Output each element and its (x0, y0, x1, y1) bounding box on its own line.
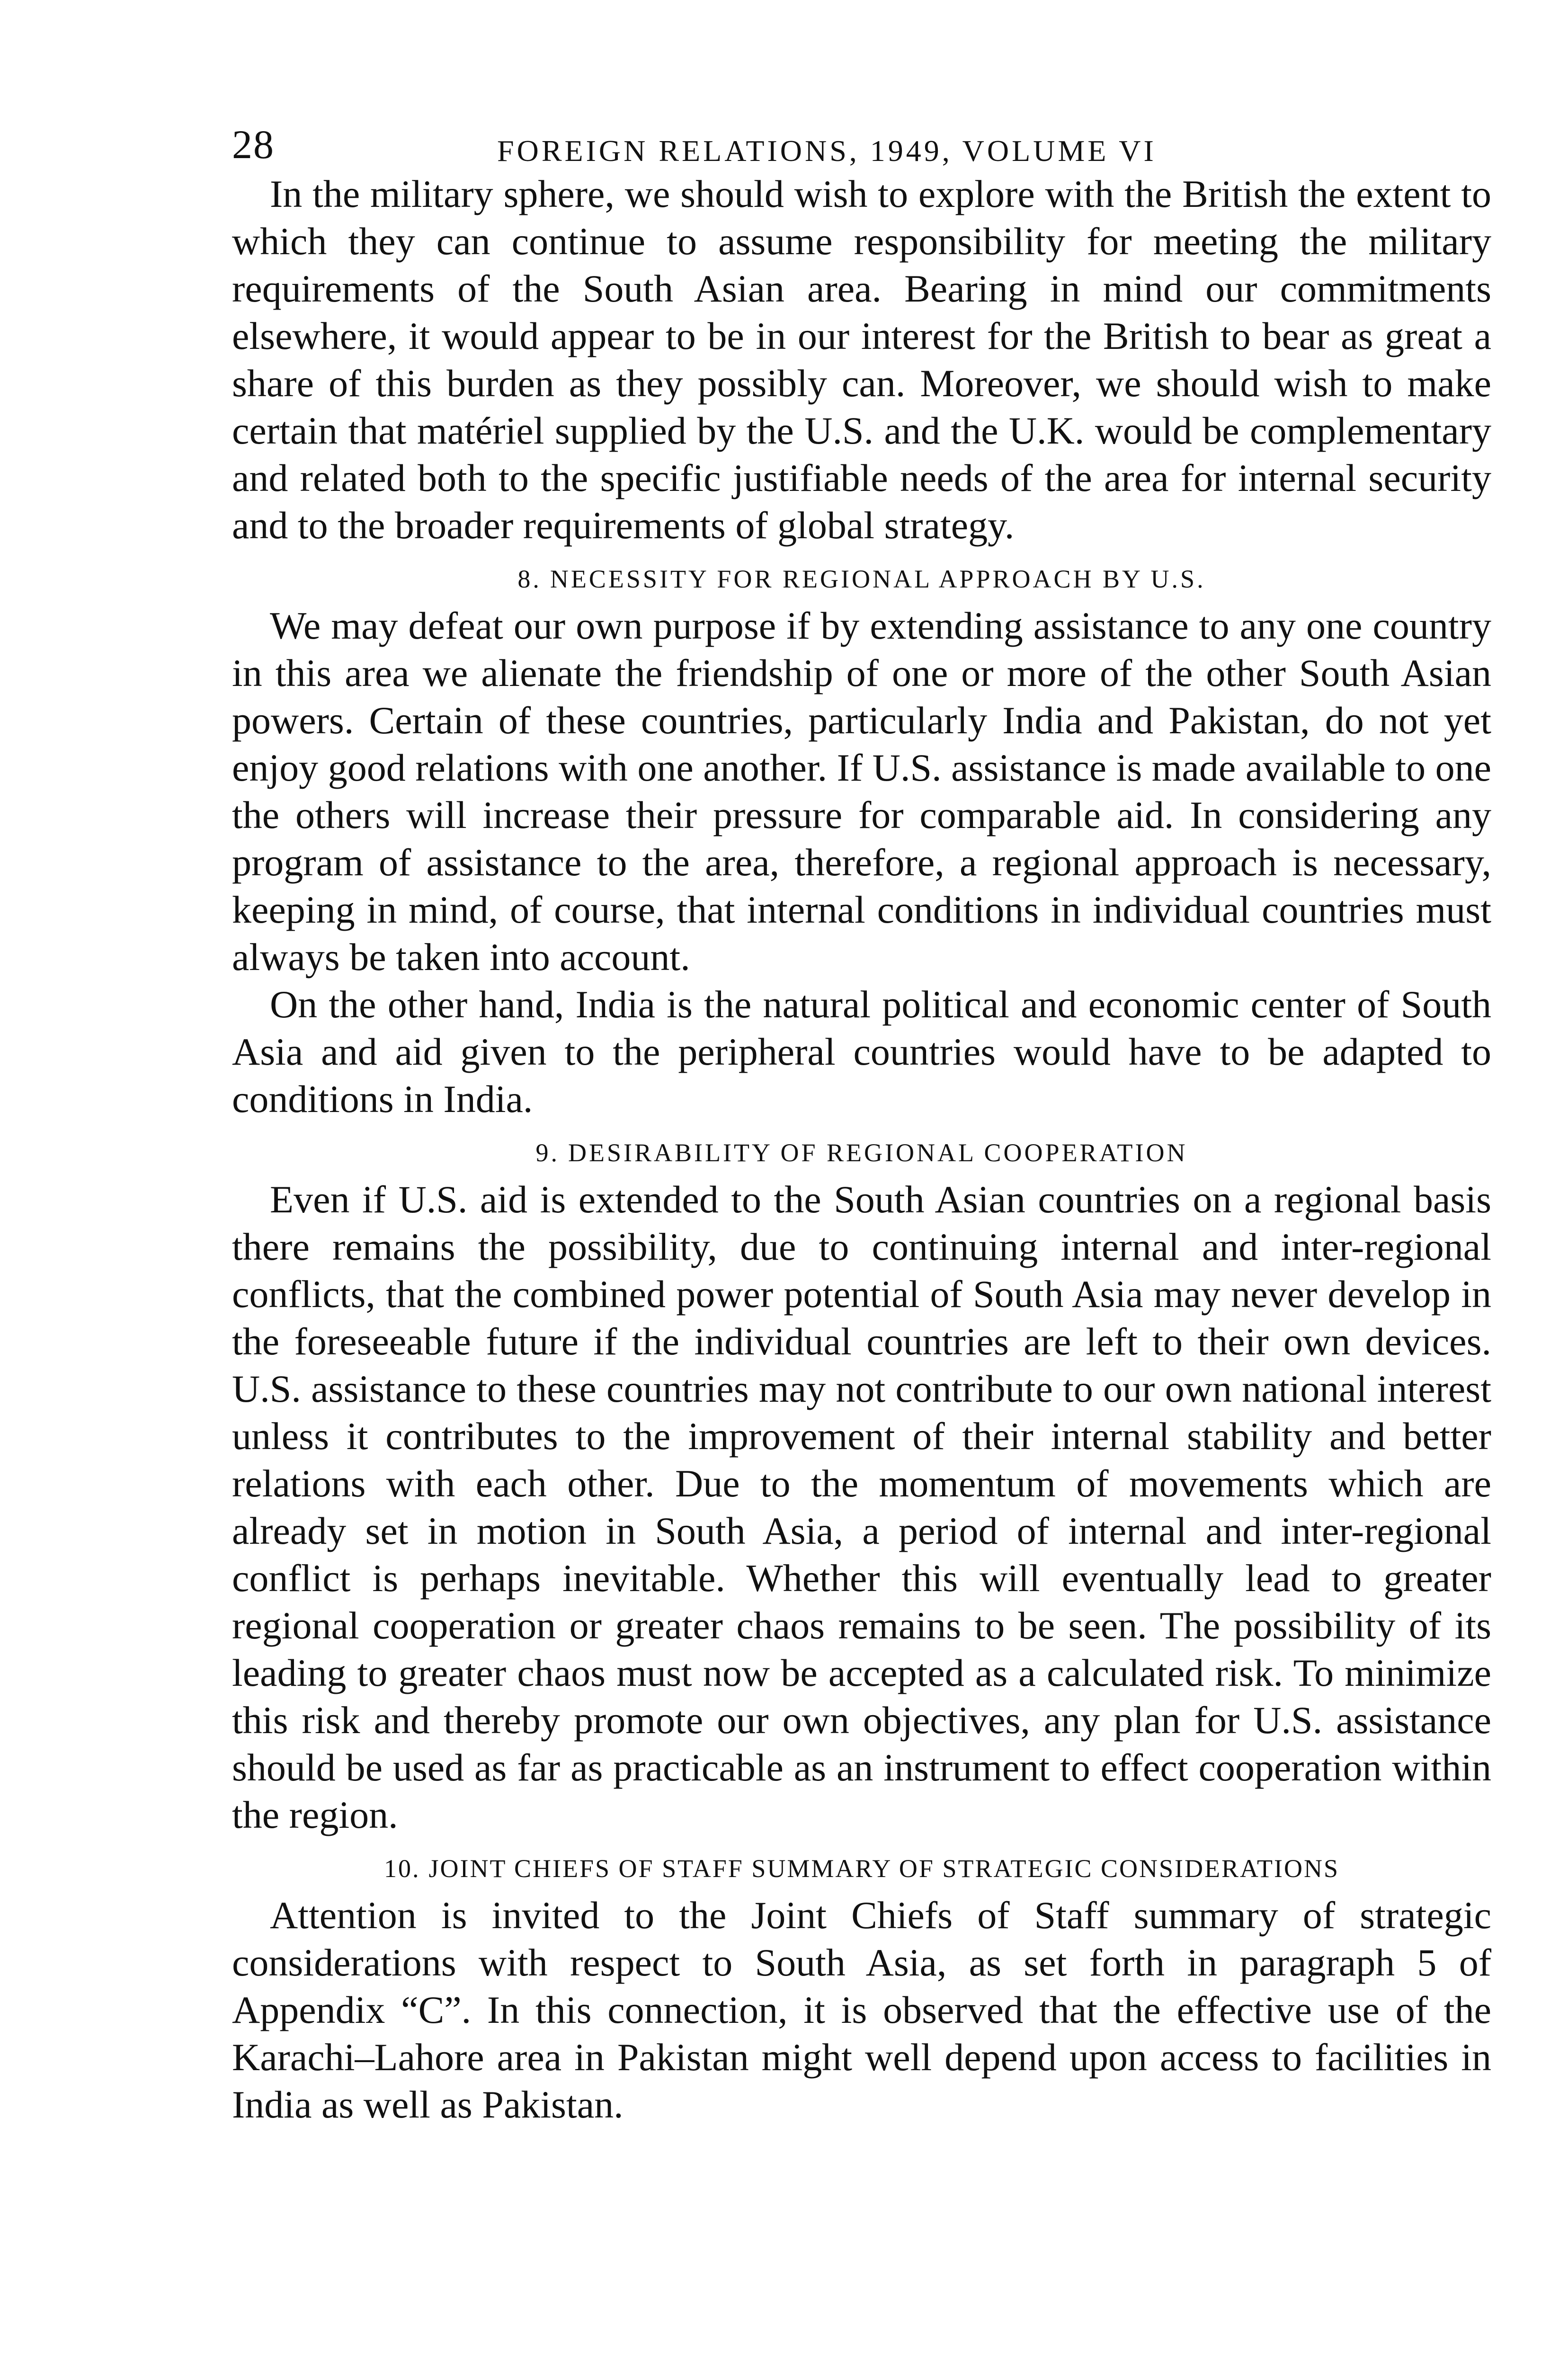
paragraph: Attention is invited to the Joint Chiefs of Staff summary of strategic considerations with respect to South Asia, as set forth in paragraph 5 of Appendix “C”. In this connection, it is observed that the effective use of the Karachi–Lahore area in Pakistan might well depend upon access to facilities in India as well as Pakistan. (232, 1894, 1491, 2126)
section-heading (232, 1136, 1491, 1169)
section-number: 8. (517, 565, 542, 593)
section-number: 10. (384, 1854, 420, 1883)
page-number: 28 (232, 122, 275, 167)
section-heading (232, 1852, 1491, 1885)
section-9 (232, 1136, 1491, 1839)
paragraph: Even if U.S. aid is extended to the South Asian countries on a regional basis there remains the possibility, due to continuing internal and inter-regional conflicts, that the combined power potential of South Asia may never develop in the foreseeable future if the individual countries are left to their own devices. U.S. assistance to these countries may not contribute to our own national interest unless it contributes to the improvement of their internal stability and better relations with each other. Due to the momentum of movements which are already set in motion in South Asia, a period of internal and inter-regional conflict is perhaps inevitable. Whether this will eventually lead to greater regional cooperation or greater chaos remains to be seen. The possibility of its leading to greater chaos must now be accepted as a calculated risk. To minimize this risk and thereby promote our own objectives, any plan for U.S. assistance should be used as far as practicable as an instrument to effect cooperation within the region. (232, 1178, 1491, 1836)
section-title: DESIRABILITY OF REGIONAL COOPERATION (568, 1139, 1188, 1167)
document-body (232, 170, 1491, 2128)
section-number: 9. (535, 1139, 560, 1167)
section-title: JOINT CHIEFS OF STAFF SUMMARY OF STRATEGIC CONSIDERATIONS (428, 1854, 1339, 1883)
section-military-sphere (232, 170, 1491, 549)
section-8 (232, 562, 1491, 1123)
running-header (232, 99, 1491, 170)
paragraph: In the military sphere, we should wish to explore with the British the extent to which they can continue to assume responsibility for meeting the military requirements of the South Asian area. Bearing in mind our commitments elsewhere, it would appear to be in our interest for the British to bear as great a share of this burden as they possibly can. Moreover, we should wish to make certain that matériel supplied by the U.S. and the U.K. would be complementary and related both to the specific justifiable needs of the area for internal security and to the broader requirements of global strategy. (232, 172, 1491, 547)
paragraph: We may defeat our own purpose if by extending assistance to any one country in this area we alienate the friendship of one or more of the other South Asian powers. Certain of these countries, particularly India and Pakistan, do not yet enjoy good relations with one another. If U.S. assistance is made available to one the others will increase their pressure for comparable aid. In considering any program of assistance to the area, therefore, a regional approach is necessary, keeping in mind, of course, that internal conditions in individual countries must always be taken into account. (232, 604, 1491, 979)
document-page (232, 99, 1491, 2128)
section-title: NECESSITY FOR REGIONAL APPROACH BY U.S. (550, 565, 1206, 593)
paragraph: On the other hand, India is the natural political and economic center of South Asia and aid given to the peripheral countries would have to be adapted to conditions in India. (232, 983, 1491, 1121)
section-heading (232, 562, 1491, 596)
section-10 (232, 1852, 1491, 2128)
running-title: FOREIGN RELATIONS, 1949, VOLUME VI (497, 134, 1157, 168)
